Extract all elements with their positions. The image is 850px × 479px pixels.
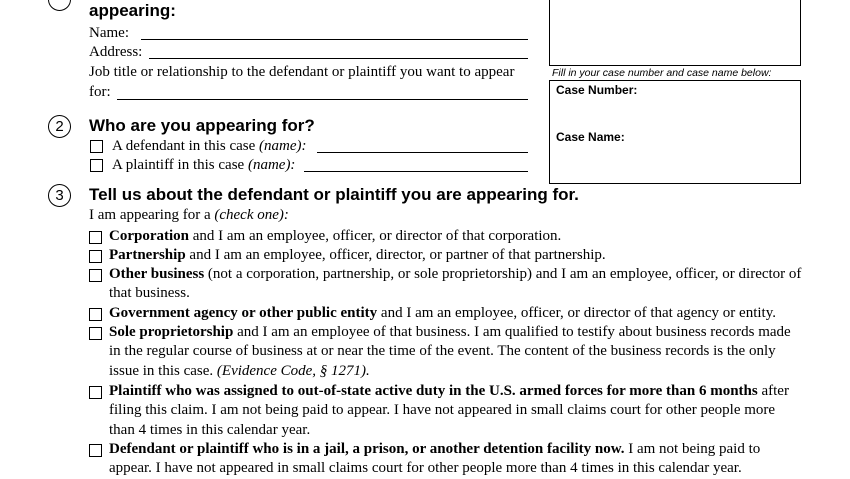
option-corporation <box>109 227 814 246</box>
option-bold: Corporation <box>109 228 189 244</box>
case-number-field[interactable] <box>556 100 794 124</box>
section-3-heading: Tell us about the defendant or plaintiff you are appearing for. <box>89 185 579 204</box>
case-name-label: Case Name: <box>556 130 625 144</box>
defendant-option-text: A defendant in this case <box>112 138 260 154</box>
option-italic: (Evidence Code, § 1271). <box>216 362 370 379</box>
corporation-checkbox[interactable] <box>89 231 102 244</box>
option-bold: Other business <box>109 266 205 282</box>
option-text: (not a corporation, partnership, or sole proprietorship) and I am an employee, officer, or director of that business. <box>109 266 802 302</box>
detention-checkbox[interactable] <box>89 444 102 457</box>
option-text: I am not being paid to appear. I have not appeared in small claims court for other people more than 4 times in this calendar year. <box>109 441 761 477</box>
defendant-option-italic: (name): <box>259 138 307 154</box>
option-text: and I am an employee of that business. I am qualified to testify about business records made in the regular course of business at or near the time of the event. The content of the business records is the only issue in this case. <box>109 324 791 379</box>
option-text: and I am an employee, officer, director, or partner of that partnership. <box>185 247 606 263</box>
option-bold: Partnership <box>109 247 186 263</box>
intro-italic: (check one): <box>214 207 289 223</box>
defendant-name-field[interactable] <box>317 152 528 153</box>
government-agency-checkbox[interactable] <box>89 308 102 321</box>
option-detention <box>109 440 799 479</box>
armed-forces-checkbox[interactable] <box>89 386 102 399</box>
plaintiff-option-label <box>112 156 295 175</box>
plaintiff-option-italic: (name): <box>247 157 296 173</box>
job-title-field[interactable] <box>117 99 528 100</box>
option-bold: Plaintiff who was assigned to out-of-state active duty in the U.S. armed forces for more than 6 months <box>109 383 758 399</box>
appearing-heading: appearing: <box>89 1 176 20</box>
option-text: and I am an employee, officer, or director of that corporation. <box>189 228 562 244</box>
option-bold: Government agency or other public entity <box>109 305 378 321</box>
address-label: Address: <box>89 44 143 60</box>
option-bold: Sole proprietorship <box>109 324 234 340</box>
section-2-number: 2 <box>48 115 71 138</box>
case-name-field[interactable] <box>556 147 794 179</box>
section-3-intro <box>89 206 289 225</box>
option-bold: Defendant or plaintiff who is in a jail, a prison, or another detention facility now. <box>109 441 625 457</box>
case-number-label: Case Number: <box>556 83 638 97</box>
for-label: for: <box>89 84 111 100</box>
case-caption: Fill in your case number and case name below: <box>552 67 772 79</box>
option-text: and I am an employee, officer, or director of that agency or entity. <box>377 305 776 321</box>
section-2-heading: Who are you appearing for? <box>89 116 315 135</box>
plaintiff-option-text: A plaintiff in this case <box>112 157 248 173</box>
plaintiff-checkbox[interactable] <box>90 159 103 172</box>
defendant-checkbox[interactable] <box>90 140 103 153</box>
option-other-business <box>109 265 809 304</box>
defendant-option-label <box>112 137 307 156</box>
partnership-checkbox[interactable] <box>89 250 102 263</box>
option-government-agency <box>109 304 814 323</box>
option-text: after filing this claim. I am not being paid to appear. I have not appeared in small claims court for other people more than 4 times in this calendar year. <box>109 383 789 438</box>
option-sole-proprietorship <box>109 323 799 381</box>
section-1-number <box>48 0 71 11</box>
address-field[interactable] <box>149 58 528 59</box>
name-label: Name: <box>89 25 129 41</box>
section-3-number: 3 <box>48 184 71 207</box>
option-partnership <box>109 246 814 265</box>
name-field[interactable] <box>141 39 528 40</box>
intro-text: I am appearing for a <box>89 207 215 223</box>
option-armed-forces <box>109 382 799 440</box>
sole-proprietorship-checkbox[interactable] <box>89 327 102 340</box>
job-title-label: Job title or relationship to the defendant or plaintiff you want to appear <box>89 64 515 80</box>
clerk-stamp-box <box>549 0 801 66</box>
plaintiff-name-field[interactable] <box>304 171 528 172</box>
other-business-checkbox[interactable] <box>89 269 102 282</box>
